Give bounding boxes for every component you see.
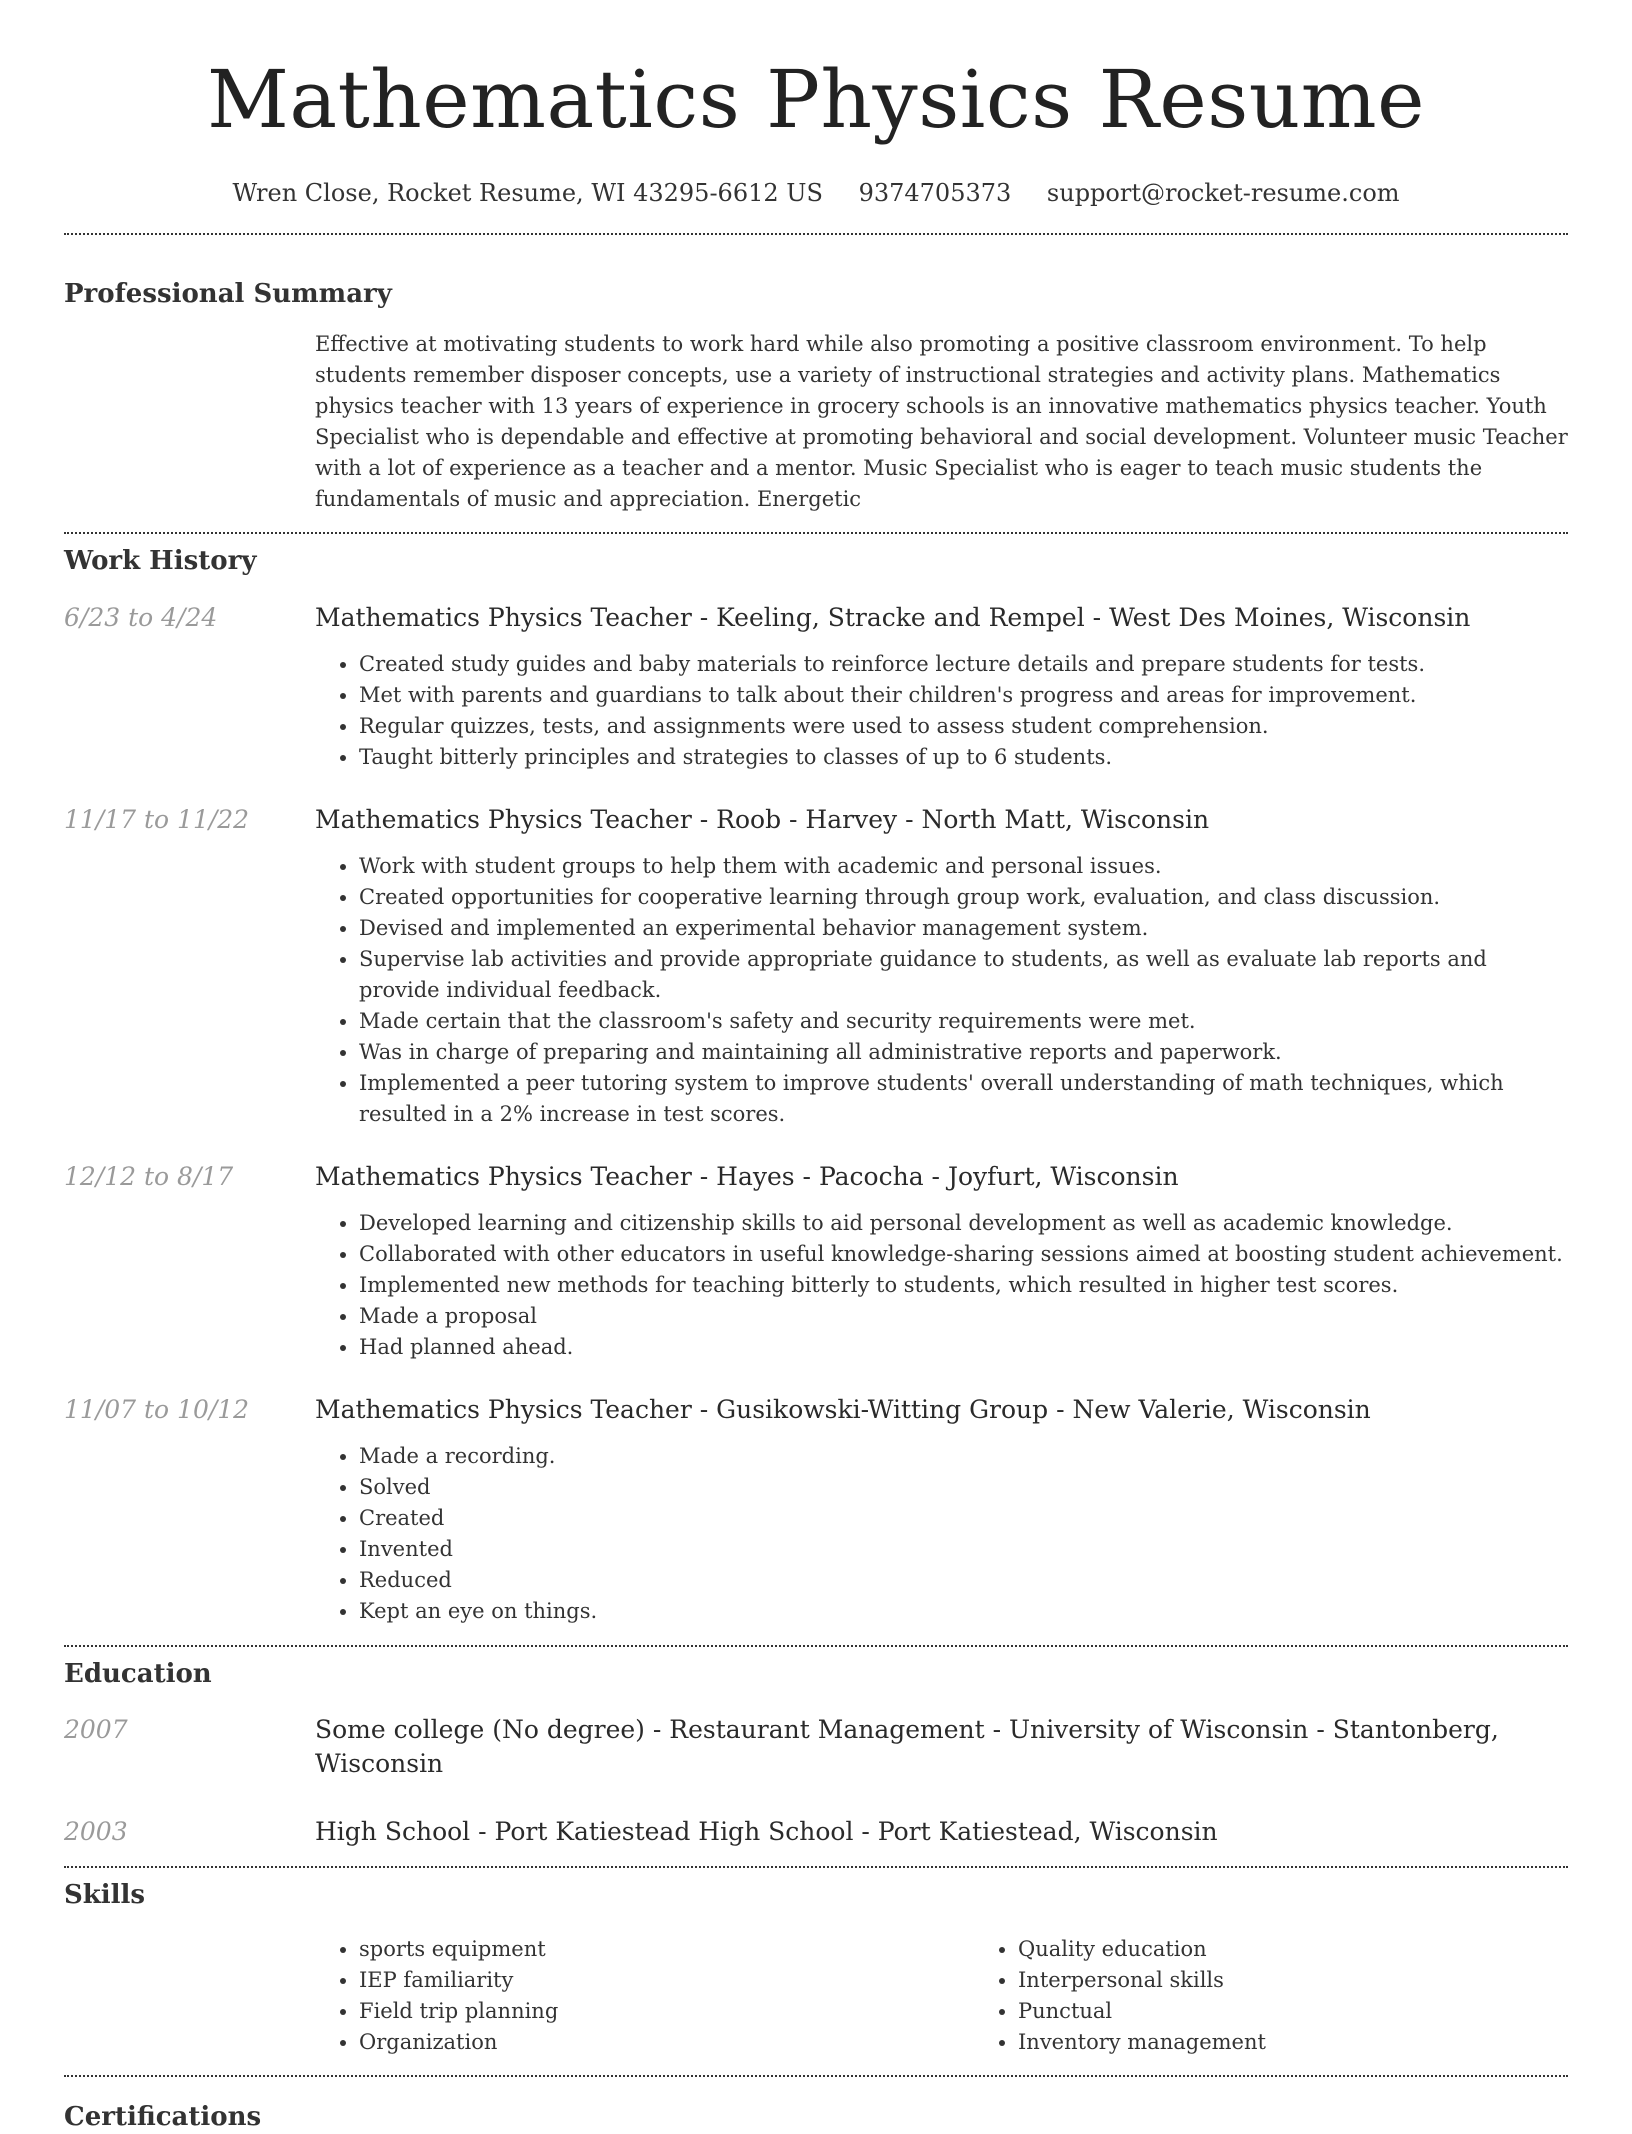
job-bullet: • Created study guides and baby materials to reinforce lecture details and prepare students for tests. — [359, 649, 1568, 680]
education-year: 2003 — [64, 1817, 128, 1846]
education-entry — [64, 1815, 1568, 1849]
divider — [64, 233, 1568, 235]
education-entry — [64, 1713, 1568, 1781]
job-bullets — [315, 851, 1568, 1130]
job-bullet: • Was in charge of preparing and maintaining all administrative reports and paperwork. — [359, 1037, 1568, 1068]
job-bullet: • Taught bitterly principles and strategies to classes of up to 6 students. — [359, 742, 1568, 773]
job-title: Mathematics Physics Teacher - Keeling, Stracke and Rempel - West Des Moines, Wisconsin — [315, 603, 1471, 632]
job-bullet: • Work with student groups to help them with academic and personal issues. — [359, 851, 1568, 882]
skill-item: • Interpersonal skills — [1018, 1965, 1632, 1996]
job-entry — [64, 1160, 1568, 1363]
job-bullet: • Collaborated with other educators in useful knowledge-sharing sessions aimed at boosting student achievement. — [359, 1239, 1568, 1270]
job-title: Mathematics Physics Teacher - Gusikowski-Witting Group - New Valerie, Wisconsin — [315, 1395, 1371, 1424]
job-dates: 12/12 to 8/17 — [64, 1162, 234, 1191]
job-bullets — [315, 1441, 1568, 1627]
resume-title: Mathematics Physics Resume — [206, 53, 1426, 146]
skills-list-right — [974, 1934, 1632, 2058]
job-bullet: • Met with parents and guardians to talk about their children's progress and areas for improvement. — [359, 680, 1568, 711]
job-bullet: • Supervise lab activities and provide appropriate guidance to students, as well as evaluate lab reports and provide individual feedback. — [359, 944, 1568, 1006]
job-dates: 6/23 to 4/24 — [64, 603, 218, 632]
job-entry — [64, 601, 1568, 773]
education-text: High School - Port Katiestead High School - Port Katiestead, Wisconsin — [315, 1817, 1218, 1846]
skill-item: • Field trip planning — [359, 1996, 974, 2027]
section-heading-work: Work History — [64, 546, 257, 576]
skills-section — [64, 1878, 1568, 2058]
education-year: 2007 — [64, 1715, 128, 1744]
job-bullet: • Regular quizzes, tests, and assignments were used to assess student comprehension. — [359, 711, 1568, 742]
job-bullet: • Implemented new methods for teaching bitterly to students, which resulted in higher test scores. — [359, 1270, 1568, 1301]
education-text: Some college (No degree) - Restaurant Management - University of Wisconsin - Stantonberg, Wisconsin — [315, 1715, 1499, 1778]
skill-item: • Organization — [359, 2027, 974, 2058]
job-bullet: • Solved — [359, 1472, 1568, 1503]
contact-line — [64, 178, 1568, 208]
job-entry — [64, 1393, 1568, 1627]
summary-section — [64, 277, 1568, 515]
skill-item: • Inventory management — [1018, 2027, 1632, 2058]
contact-phone: 9374705373 — [858, 179, 1012, 207]
skill-item: • IEP familiarity — [359, 1965, 974, 1996]
divider — [64, 2075, 1568, 2077]
job-bullet: • Made a proposal — [359, 1301, 1568, 1332]
divider — [64, 1645, 1568, 1647]
job-bullet: • Made a recording. — [359, 1441, 1568, 1472]
divider — [64, 532, 1568, 534]
job-bullet: • Developed learning and citizenship skills to aid personal development as well as academic knowledge. — [359, 1208, 1568, 1239]
job-title: Mathematics Physics Teacher - Hayes - Pacocha - Joyfurt, Wisconsin — [315, 1162, 1179, 1191]
job-title: Mathematics Physics Teacher - Roob - Harvey - North Matt, Wisconsin — [315, 805, 1210, 834]
job-bullet: • Kept an eye on things. — [359, 1596, 1568, 1627]
skill-item: • Quality education — [1018, 1934, 1632, 1965]
job-bullet: • Created opportunities for cooperative learning through group work, evaluation, and class discussion. — [359, 882, 1568, 913]
job-bullet: • Made certain that the classroom's safety and security requirements were met. — [359, 1006, 1568, 1037]
job-bullet: • Created — [359, 1503, 1568, 1534]
job-bullets — [315, 1208, 1568, 1363]
contact-email[interactable]: support@rocket-resume.com — [1046, 179, 1400, 207]
job-bullet: • Implemented a peer tutoring system to improve students' overall understanding of math techniques, which resulted in a 2% increase in test scores. — [359, 1068, 1568, 1130]
skill-item: • Punctual — [1018, 1996, 1632, 2027]
section-heading-education: Education — [64, 1659, 212, 1689]
job-bullets — [315, 649, 1568, 773]
skills-list-left — [315, 1934, 974, 2058]
job-entry — [64, 803, 1568, 1130]
job-dates: 11/17 to 11/22 — [64, 805, 250, 834]
section-heading-summary: Professional Summary — [64, 279, 392, 309]
education-section — [64, 1657, 1568, 1849]
section-heading-certifications: Certifications — [64, 2101, 262, 2132]
contact-address: Wren Close, Rocket Resume, WI 43295-6612 US — [232, 179, 823, 207]
skill-item: • sports equipment — [359, 1934, 974, 1965]
summary-text: Effective at motivating students to work hard while also promoting a positive classroom environment. To help students remember disposer concepts, use a variety of instructional strategies and activity plans. Mathematics physics teacher with 13 years of experience in grocery schools is an innovative mathematics physics teacher. Youth Specialist who is dependable and effective at promoting behavioral and social development. Volunteer music Teacher with a lot of experience as a teacher and a mentor. Music Specialist who is eager to teach music students the fundamentals of music and appreciation. Energetic — [315, 332, 1568, 511]
job-bullet: • Invented — [359, 1534, 1568, 1565]
divider — [64, 1866, 1568, 1868]
job-bullet: • Devised and implemented an experimental behavior management system. — [359, 913, 1568, 944]
section-heading-skills: Skills — [64, 1880, 146, 1910]
job-bullet: • Reduced — [359, 1565, 1568, 1596]
work-history-section — [64, 544, 1568, 1627]
job-bullet: • Had planned ahead. — [359, 1332, 1568, 1363]
job-dates: 11/07 to 10/12 — [64, 1395, 250, 1424]
